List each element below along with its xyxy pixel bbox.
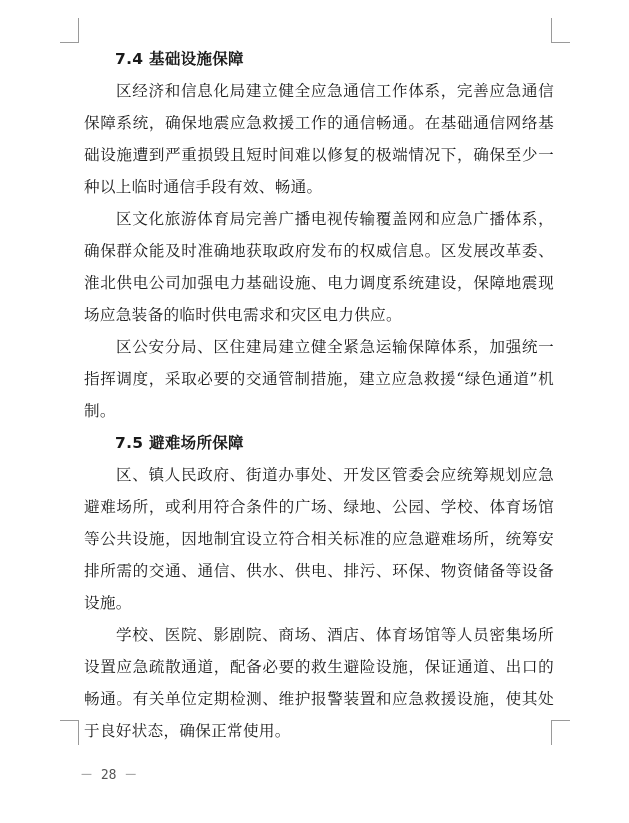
crop-mark-top-right xyxy=(551,18,570,43)
section-7-4 xyxy=(84,43,554,427)
section-7-5 xyxy=(84,427,554,747)
paragraph: 区经济和信息化局建立健全应急通信工作体系，完善应急通信保障系统，确保地震应急救援工作的通信畅通。在基础通信网络基础设施遭到严重损毁且短时间难以修复的极端情况下，确保至少一种以上临时通信手段有效、畅通。 xyxy=(84,82,554,196)
crop-mark-bottom-left xyxy=(60,720,79,745)
page-number: － 28 － xyxy=(80,768,138,783)
section-heading: 7.5 避难场所保障 xyxy=(115,434,244,452)
paragraph: 区公安分局、区住建局建立健全紧急运输保障体系，加强统一指挥调度，采取必要的交通管制措施，建立应急救援“绿色通道”机制。 xyxy=(84,338,554,420)
paragraph: 区、镇人民政府、街道办事处、开发区管委会应统筹规划应急避难场所，或利用符合条件的广场、绿地、公园、学校、体育场馆等公共设施，因地制宜设立符合相关标准的应急避难场所，统筹安排所需的交通、通信、供水、供电、排污、环保、物资储备等设备设施。 xyxy=(84,466,554,612)
paragraph: 区文化旅游体育局完善广播电视传输覆盖网和应急广播体系，确保群众能及时准确地获取政府发布的权威信息。区发展改革委、淮北供电公司加强电力基础设施、电力调度系统建设，保障地震现场应急装备的临时供电需求和灾区电力供应。 xyxy=(84,210,554,324)
page-content xyxy=(84,43,554,747)
paragraph: 学校、医院、影剧院、商场、酒店、体育场馆等人员密集场所设置应急疏散通道，配备必要的救生避险设施，保证通道、出口的畅通。有关单位定期检测、维护报警装置和应急救援设施，使其处于良好状态，确保正常使用。 xyxy=(84,626,554,740)
crop-mark-top-left xyxy=(60,18,79,43)
section-heading: 7.4 基础设施保障 xyxy=(115,50,244,68)
